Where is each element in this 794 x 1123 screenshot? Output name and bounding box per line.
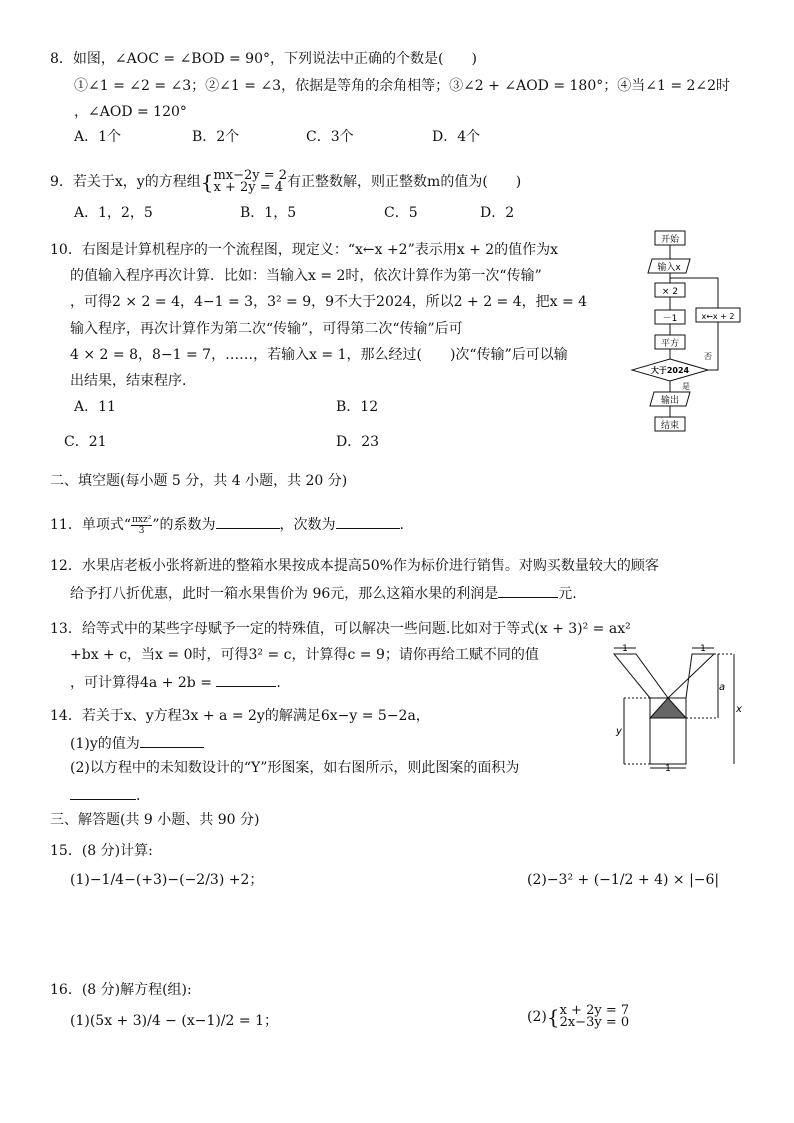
q11-fraction <box>131 515 152 536</box>
q11 <box>50 514 404 536</box>
q14-y-figure <box>606 640 746 775</box>
flow-times2-label: × 2 <box>661 287 679 297</box>
y-label-y: y <box>616 726 622 737</box>
q11-end: . <box>399 517 404 533</box>
q15-stem: 15．(8 分)计算: <box>50 843 153 859</box>
flow-condition-label: 大于2024 <box>650 366 690 375</box>
q8-option-a: A．1个 <box>74 129 122 145</box>
flow-no-label: 否 <box>704 352 712 361</box>
q13-line-2: +bx + c，当x = 0时，可得3² = c，计算得c = 9；请你再给工赋不同的值 <box>70 647 539 663</box>
q15-part-2: (2)−3² + (−1/2 + 4) × |−6| <box>527 872 720 888</box>
q14-part-2-answer <box>70 785 140 805</box>
q12-line-1: 12．水果店老板小张将新进的整箱水果按成本提高50%作为标价进行销售。对购买数量较大的顾客 <box>50 558 659 574</box>
flow-yes-label: 是 <box>682 382 690 391</box>
y-label-top-right: 1 <box>700 644 706 654</box>
q10-flowchart <box>628 228 748 438</box>
q16-part-2: (2){ x + 2y = 7 2x−3y = 0 <box>527 1003 630 1030</box>
q11-mid2: ，次数为 <box>279 517 336 533</box>
q11-blank-coefficient[interactable] <box>216 514 280 529</box>
q15-part-1: (1)−1/4−(+3)−(−2/3) +2； <box>70 872 264 888</box>
q9-option-a: A．1，2，5 <box>74 205 153 221</box>
q11-frac-num: πxz² <box>131 514 152 525</box>
q9-system <box>213 170 287 194</box>
q14-line-1: 14．若关于x、y方程3x + a = 2y的解满足6x−y = 5−2a， <box>50 708 430 724</box>
q8-option-c: C．3个 <box>306 129 354 145</box>
q12-blank-profit[interactable] <box>498 583 558 598</box>
q10-line-1: 10．右图是计算机程序的一个流程图，现定义：“x←x +2”表示用x + 2的值作为x <box>50 242 559 258</box>
q9-option-d: D．2 <box>480 205 515 221</box>
q10-line-2: 的值输入程序再次计算．比如：当输入x = 2时，依次计算作为第一次“传输” <box>70 268 542 284</box>
q13-line-1: 13．给等式中的某些字母赋予一定的特殊值，可以解决一些问题.比如对于等式(x + 3)² = ax² <box>50 621 631 637</box>
q9-eq2: x + 2y = 4 <box>213 180 283 195</box>
q16-stem: 16．(8 分)解方程(组): <box>50 982 192 998</box>
q11-frac-den: 3 <box>138 525 145 536</box>
q16-system <box>560 1005 630 1029</box>
flow-start-label: 开始 <box>660 235 680 245</box>
flow-square-label: 平方 <box>660 339 680 349</box>
q11-pre: 11．单项式“ <box>50 517 131 533</box>
q12-line-2-pre: 给予打八折优惠，此时一箱水果售价为 96元，那么这箱水果的利润是 <box>70 586 499 602</box>
q13-line-3-end: . <box>276 675 281 691</box>
q14-part-2: (2)以方程中的未知数设计的“Y”形图案，如右图所示，则此图案的面积为 <box>70 760 520 776</box>
section-2-heading: 二、填空题(每小题 5 分，共 4 小题，共 20 分) <box>50 473 348 489</box>
flow-minus1-label: －1 <box>662 314 678 324</box>
q14-blank-area[interactable] <box>70 785 136 800</box>
q9-stem-pre: 9．若关于x，y的方程组 <box>50 174 201 190</box>
q14-part-2-end: . <box>136 788 141 804</box>
q14-part-1-text: (1)y的值为 <box>70 736 140 752</box>
q9-stem: 9．若关于x，y的方程组{ mx−2y = 2 x + 2y = 4 有正整数解，则正整数m的值为( ) <box>50 168 522 195</box>
y-label-bottom: 1 <box>665 764 671 774</box>
q10-option-a: A．11 <box>74 399 116 415</box>
flow-output-label: 输出 <box>660 396 680 406</box>
q10-line-5: 4 × 2 = 8，8−1 = 7，……，若输入x = 1，那么经过( )次“传输”后可以输 <box>70 347 568 363</box>
q9-option-b: B．1，5 <box>240 205 297 221</box>
q8-statements-cont: ，∠AOD = 120° <box>74 104 187 120</box>
q13-blank-answer[interactable] <box>216 672 276 687</box>
section-3-heading: 三、解答题(共 9 小题、共 90 分) <box>50 812 260 828</box>
q9-eq1: mx−2y = 2 <box>213 168 288 183</box>
q10-option-d: D．23 <box>336 434 380 450</box>
y-label-x: x <box>736 704 742 715</box>
q16-eq1: x + 2y = 7 <box>559 1003 630 1018</box>
q10-option-c: C．21 <box>64 434 107 450</box>
q8-option-d: D．4个 <box>432 129 481 145</box>
q12-line-2-end: 元. <box>558 586 577 602</box>
y-left-arm <box>614 654 668 698</box>
q13-line-3 <box>70 672 281 692</box>
q11-mid: ”的系数为 <box>152 517 216 533</box>
q16-eq2: 2x−3y = 0 <box>559 1015 630 1030</box>
q10-line-4: 输入程序，再次计算作为第二次“传输”，可得第二次“传输”后可 <box>70 321 463 337</box>
q14-blank-y[interactable] <box>140 733 204 748</box>
q8-option-b: B．2个 <box>192 129 240 145</box>
flow-input-label: 输入x <box>657 263 681 273</box>
q16-part-2-pre: (2) <box>527 1009 547 1025</box>
flow-update-label: x←x + 2 <box>701 312 735 321</box>
y-right-arm <box>668 654 714 698</box>
y-stem <box>650 718 686 764</box>
q12-line-2 <box>70 583 577 603</box>
flow-end-label: 结束 <box>660 421 680 431</box>
y-label-top-left: 1 <box>622 644 628 654</box>
q8-statements: ①∠1 = ∠2 = ∠3；②∠1 = ∠3，依据是等角的余角相等；③∠2 + ∠AOD = 180°；④当∠1 = 2∠2时 <box>74 78 731 94</box>
q8-stem: 8．如图，∠AOC = ∠BOD = 90°，下列说法中正确的个数是( ) <box>50 51 477 67</box>
y-shaded-triangle <box>650 698 686 718</box>
q9-option-c: C．5 <box>384 205 418 221</box>
q10-line-3: ，可得2 × 2 = 4，4−1 = 3，3² = 9，9不大于2024，所以2 + 2 = 4，把x = 4 <box>70 294 588 310</box>
q9-stem-post: 有正整数解，则正整数m的值为( ) <box>287 174 522 190</box>
q10-line-6: 出结果，结束程序． <box>70 373 196 389</box>
q10-option-b: B．12 <box>336 399 379 415</box>
q11-blank-degree[interactable] <box>336 514 400 529</box>
q13-line-3-pre: ，可计算得4a + 2b = <box>70 675 217 691</box>
q16-part-1: (1)(5x + 3)/4 − (x−1)/2 = 1； <box>70 1013 278 1029</box>
y-label-a: a <box>719 682 726 693</box>
q14-part-1 <box>70 733 204 753</box>
